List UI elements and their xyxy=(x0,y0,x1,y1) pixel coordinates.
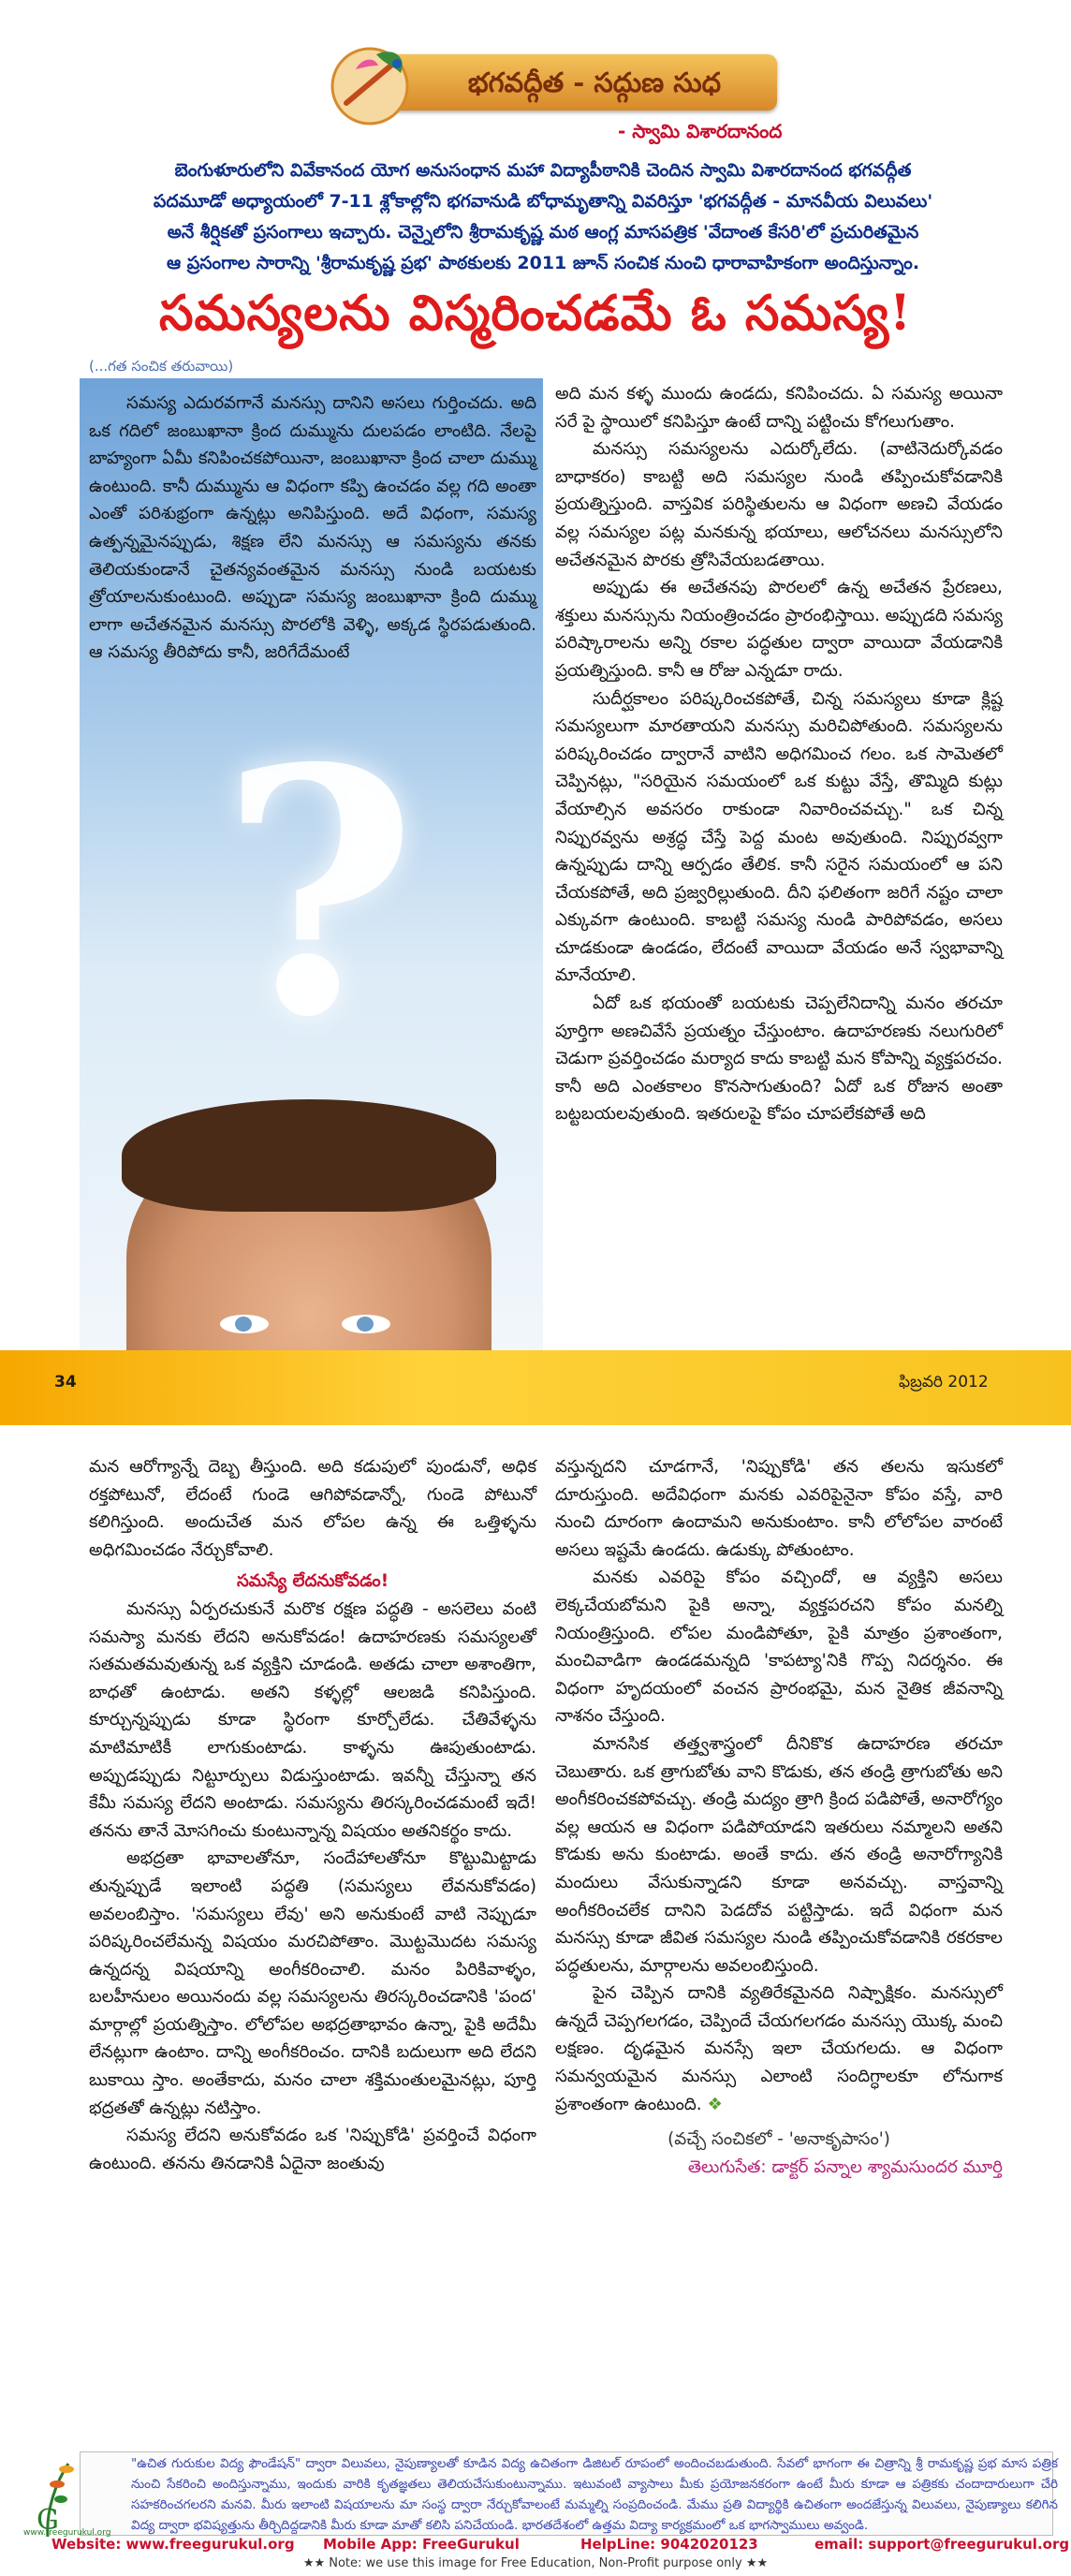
body-paragraph: వస్తున్నదని చూడగానే, 'నిప్పుకోడి' తన తలను ఇసుకలో దూరుస్తుంది. అదేవిధంగా మనకు ఎవరిపైనైనా కోపం వస్తే, వారి నుంచి దూరంగా ఉందామని అనుకుంటాం. కానీ లోలోపల వారంటే అసలు ఇష్టమే ఉండదు. ఉడుక్కు పోతుంటాం. xyxy=(555,1457,1003,1560)
eye-right-icon xyxy=(342,1315,390,1333)
intro-paragraph xyxy=(80,155,1006,279)
body-paragraph: అభద్రతా భావాలతోనూ, సందేహాలతోనూ కొట్టుమిట్టాడు తున్నప్పుడే ఇలాంటి పద్ధతి (సమస్యలు లేవనుకోవడం) అవలంబిస్తాం. 'సమస్యలు లేవు' అని అనుకుంటే వాటి నెప్పుడూ పరిష్కరించలేమన్న విషయం మరచిపోతాం. మొట్టమొదట సమస్య ఉన్నదన్న విషయాన్ని అంగీకరించాలి. మనం పిరికివాళ్ళం, బలహీనులం అయినందు వల్ల సమస్యలను తిరస్కరించడానికి 'పంద' మార్గాల్లో ప్రయత్నిస్తాం. లోలోపల అభద్రతాభావం ఉన్నా, పైకి అదేమీ లేనట్లుగా ఉంటాం. దాన్ని అంగీకరించం. దానికి బదులుగా అది లేదని బుకాయి స్తాం. అంతేకాదు, మనం చాలా శక్తిమంతులమైనట్లు, పూర్తి భద్రతతో ఉన్నట్లు నటిస్తాం. xyxy=(89,1848,536,2118)
svg-text:G: G xyxy=(37,2504,59,2537)
body-paragraph: మనస్సు ఏర్పరచుకునే మరొక రక్షణ పద్ధతి - అసలెలు వంటి సమస్యా మనకు లేదని అనుకోవడం! ఉదాహరణకు సమస్యలతో సతమతమవుతున్న ఒక వ్యక్తిని చూడండి. అతడు చాలా అశాంతిగా, బాధతో ఉంటాడు. అతని కళ్ళల్లో ఆలజడి కనిపిస్తుంది. కూర్చున్నప్పుడు కూడా స్థిరంగా కూర్చోలేడు. చేతివేళ్ళను మాటిమాటికీ లాగుకుంటాడు. కాళ్ళను ఊపుతుంటాడు. అప్పుడప్పుడు నిట్టూర్పులు విడుస్తుంటాడు. ఇవన్నీ చేస్తున్నా తన కేమీ సమస్య లేదని అంటాడు. సమస్యను తిరస్కరించడమంటే ఇదే! తనను తానే మోసగించు కుంటున్నాన్న విషయం అతనికర్థం కాదు. xyxy=(89,1598,536,1841)
body-paragraph: మానసిక తత్త్వశాస్త్రంలో దీనికొక ఉదాహరణ తరచూ చెబుతారు. ఒక త్రాగుబోతు వాని కొడుకు, తన తండ్రి త్రాగుబోతు అని అంగీకరించకపోవచ్చు. తండ్రి మద్యం త్రాగి క్రింద పడిపోతే, అనారోగ్యం వల్ల ఆయన ఆ విధంగా పడిపోయాడని ఇతరులు నమ్మాలని అతని కొడుకు అను కుంటాడు. అంతే కాదు. తన తండ్రి అనారోగ్యానికి మందులు వేసుకున్నాడని కూడా అనవచ్చు. వాస్తవాన్ని అంగీకరించలేక దానిని పెడదోవ పట్టిస్తాడు. ఇదే విధంగా మన మనస్సు కూడా జీవిత సమస్యల నుండి తప్పించుకోవడానికి రకరకాల పద్ధతులను, మార్గాలను అవలంబిస్తుంది. xyxy=(555,1733,1003,1976)
next-issue-note: (వచ్చే సంచికలో - 'అనాకృపాసం') xyxy=(668,2129,890,2150)
issue-date: ఫిబ్రవరి 2012 xyxy=(899,1373,989,1391)
series-banner xyxy=(318,37,786,129)
article-title: సమస్యలను విస్మరించడమే ఓ సమస్య! xyxy=(159,285,912,342)
translator-credit: తెలుగుసేత: డాక్టర్ పన్నాల శ్యామసుందర మూర్తి xyxy=(687,2156,1003,2177)
website-link[interactable]: Website: www.freegurukul.org xyxy=(51,2536,295,2553)
end-diamond-icon: ❖ xyxy=(707,2094,723,2114)
body-paragraph: మనస్సు సమస్యలను ఎదుర్కోలేదు. (వాటినెదుర్కోవడం బాధాకరం) కాబట్టి అది సమస్యల నుండి తప్పించుకోవడానికి ప్రయత్నిస్తుంది. వాస్తవిక పరిస్థితులను ఆ విధంగా అణచి వేయడం వల్ల సమస్యల పట్ల మనకున్న భయాలు, ఆలోచనలు మనస్సులోని అచేతనమైన పొరకు త్రోసివేయబడతాయి. xyxy=(555,439,1003,570)
body-paragraph: సుదీర్ఘకాలం పరిష్కరించకపోతే, చిన్న సమస్యలు కూడా క్లిష్ట సమస్యలుగా మారతాయని మనస్సు మరిచిపోతుంది. సమస్యలను పరిష్కరించడం ద్వారానే వాటిని అధిగమించ గలం. ఒక సామెతలో చెప్పినట్లు, "సరియైన సమయంలో ఒక కుట్టు వేస్తే, తొమ్మిది కుట్లు వేయాల్సిన అవసరం రాకుండా నివారించవచ్చు." ఒక చిన్న నిప్పురవ్వను అశ్రద్ధ చేస్తే పెద్ద మంట అవుతుంది. నిప్పురవ్వగా ఉన్నప్పుడు దాన్ని ఆర్పడం తేలిక. కానీ సరైన సమయంలో ఆ పని చేయకపోతే, అది ప్రజ్వరిల్లుతుంది. దీని ఫలితంగా జరిగే నష్టం చాలా ఎక్కువగా ఉంటుంది. కాబట్టి సమస్య నుండి పారిపోవడం, అసలు చూడకుండా ఉండడం, లేదంటే వాయిదా వేయడం అనే స్వభావాన్ని మానేయాలి. xyxy=(555,688,1003,986)
body-paragraph: అది మన కళ్ళ ముందు ఉండదు, కనిపించదు. ఏ సమస్య అయినా సరే పై స్థాయిలో కనిపిస్తూ ఉంటే దాన్ని పట్టించు కోగలుగుతాం. xyxy=(555,384,1003,432)
flute-feather-emblem-icon xyxy=(318,37,421,129)
page-number: 34 xyxy=(54,1373,77,1391)
intro-line: అనే శీర్షికతో ప్రసంగాలు ఇచ్చారు. చెన్నైలోని శ్రీరామకృష్ణ మఠ ఆంగ్ల మాసపత్రిక 'వేదాంత కేసరి'లో ప్రచురితమైన xyxy=(167,222,919,243)
foundation-notice-text: "ఉచిత గురుకుల విద్య ఫౌండేషన్" ద్వారా విలువలు, నైపుణ్యాలతో కూడిన విద్య ఉచితంగా డిజిటల్ రూపంలో అందించబడుతుంది. సేవలో భాగంగా ఈ చిత్రాన్ని శ్రీ రామకృష్ణ ప్రభ మాస పత్రిక నుంచి సేకరించి అందిస్తున్నాము, ఇందుకు వారికి కృతజ్ఞతలు తెలియచేసుకుంటున్నాము. ఇటువంటి వ్యాసాలు మీకు ప్రయోజనకరంగా ఉంటే మీరు కూడా ఆ పత్రికకు చందాదారులుగా చేరి సహకరించగలరని మనవి. మీరు ఇలాంటి విషయాలను మా సంస్థ ద్వారా నేర్చుకోవాలంటే మమ్మల్ని సంప్రదించండి. మేము ప్రతి విద్యార్థికి ఉచితంగా అందజేస్తున్న విలువలు, నైపుణ్యాలు కలిగిన విద్య ద్వారా భవిష్యత్తును తీర్చిదిద్దడానికి మీరు కూడా మాతో కలిసి పనిచేయండి. భారతదేశంలో ఉత్తమ విద్యా కార్యక్రమంలో ఒక భాగస్వాములు అవ్వండి. xyxy=(131,2456,1058,2533)
intro-line: బెంగుళూరులోని వివేకానంద యోగ అనుసంధాన మహా విద్యాపీఠానికి చెందిన స్వామి విశారదానంద భగవద్గీత xyxy=(174,160,912,181)
body-paragraph: సమస్య లేదని అనుకోవడం ఒక 'నిప్పుకోడి' ప్రవర్తించే విధంగా ఉంటుంది. తనను తినడానికి ఏదైనా జంతువు xyxy=(89,2126,536,2173)
intro-line: పదమూడో అధ్యాయంలో 7-11 శ్లోకాల్లోని భగవానుడి బోధామృతాన్ని వివరిస్తూ 'భగవద్గీత - మానవీయ విలువలు' xyxy=(153,191,933,212)
page2-right-column xyxy=(555,1453,1003,2181)
continued-note: (...గత సంచిక తరువాయి) xyxy=(89,358,234,375)
page1-right-column xyxy=(555,380,1003,1128)
eye-left-icon xyxy=(220,1315,269,1333)
logo-caption: www.freegurukul.org xyxy=(23,2528,111,2538)
man-hair-illustration xyxy=(122,1099,496,1212)
body-paragraph: అప్పుడు ఈ అచేతనపు పొరలలో ఉన్న అచేతన ప్రేరణలు, శక్తులు మనస్సును నియంత్రించడం ప్రారంభిస్తాయి. అప్పుడది సమస్య పరిష్కారాలను అన్ని రకాల పద్ధతుల ద్వారా వాయిదా వేయడానికి ప్రయత్నిస్తుంది. కానీ ఆ రోజు ఎన్నడూ రాదు. xyxy=(555,578,1003,681)
body-paragraph: సమస్య ఎదురవగానే మనస్సు దానిని అసలు గుర్తించదు. అది ఒక గదిలో జంబుఖానా క్రింద దుమ్మును దులపడం లాంటిది. నేలపై బాహ్యంగా ఏమీ కనిపించకపోయినా, జంబుఖానా క్రింద చాలా దుమ్ము ఉంటుంది. కానీ దుమ్మును ఆ విధంగా కప్పి ఉంచడం వల్ల గది అంతా ఎంతో పరిశుభ్రంగా ఉన్నట్లు అనిపిస్తుంది. అదే విధంగా, సమస్య ఉత్పన్నమైనప్పుడు, శిక్షణ లేని మనస్సు ఆ సమస్యను తనకు తెలియకుండానే చైతన్యవంతమైన మనస్సు నుండి బయటకు త్రోయాలనుకుంటుంది. అప్పుడా సమస్య జంబుఖానా క్రింది దుమ్ము లాగా అచేతనమైన మనస్సు పొరలోకి వెళ్ళి, అక్కడ స్థిరపడుతుంది. ఆ సమస్య తీరిపోదు కానీ, జరిగేదేమంటే xyxy=(89,393,536,663)
helpline-number[interactable]: HelpLine: 9042020123 xyxy=(580,2536,758,2553)
body-paragraph xyxy=(555,1980,1003,2118)
body-paragraph: మనకు ఎవరిపై కోపం వచ్చిందో, ఆ వ్యక్తిని అసలు లెక్కచేయబోమని పైకి అన్నా, వ్యక్తపరచని కోపం మనల్ని నియంత్రిస్తుంది. లోపల మండిపోతూ, పైకి మాత్రం ప్రశాంతంగా, మంచివాడిగా ఉండడమన్నది 'కాపట్యా'నికి గొప్ప నిదర్శనం. ఈ విధంగా హృదయంలో వంచన ప్రారంభమై, మన నైతిక జీవనాన్ని నాశనం చేస్తుంది. xyxy=(555,1568,1003,1727)
intro-line: ఆ ప్రసంగాల సారాన్ని 'శ్రీరామకృష్ణ ప్రభ' పాఠకులకు 2011 జూన్ సంచిక నుంచి ధారావాహికంగా అందిస్తున్నాం. xyxy=(166,253,920,273)
body-paragraph: మన ఆరోగ్యాన్నే దెబ్బ తీస్తుంది. అది కడుపులో పుండునో, అధిక రక్తపోటునో, లేదంటే గుండె ఆగిపోవడాన్నో, గుండె పోటునో కలిగిస్తుంది. అందుచేత మన లోపల ఉన్న ఈ ఒత్తిళ్ళను అధిగమించడం నేర్చుకోవాలి. xyxy=(89,1457,536,1560)
page2-left-column xyxy=(89,1453,536,2177)
section-subheading: సమస్యే లేదనుకోవడం! xyxy=(236,1571,389,1592)
banner-title: భగవద్గీత - సద్గుణ సుధ xyxy=(467,66,722,98)
author-byline: - స్వామి విశారదానంద xyxy=(618,120,783,142)
question-mark-icon: ? xyxy=(220,695,418,1091)
usage-note: ★★ Note: we use this image for Free Education, Non-Profit purpose only ★★ xyxy=(302,2556,769,2570)
page1-left-column xyxy=(89,390,536,667)
body-text: పైన చెప్పిన దానికి వ్యతిరేకమైనది నిష్పాక్షికం. మనస్సులో ఉన్నదే చెప్పగలగడం, చెప్పిందే చేయగలగడం మనస్సు యొక్క మంచి లక్షణం. దృఢమైన మనస్సే ఇలా చేయగలదు. ఆ విధంగా సమన్వయమైన మనస్సు ఎలాంటి సందిగ్ధాలకూ లోనుగాక ప్రశాంతంగా ఉంటుంది. xyxy=(555,1983,1003,2114)
support-email-link[interactable]: email: support@freegurukul.org xyxy=(814,2536,1070,2553)
mobile-app-link[interactable]: Mobile App: FreeGurukul xyxy=(323,2536,520,2553)
body-paragraph: ఏదో ఒక భయంతో బయటకు చెప్పలేనిదాన్ని మనం తరచూ పూర్తిగా అణచివేసే ప్రయత్నం చేస్తుంటాం. ఉదాహరణకు నలుగురిలో చెడుగా ప్రవర్తించడం మర్యాద కాదు కాబట్టి మన కోపాన్ని వ్యక్తపరచం. కానీ అది ఎంతకాలం కొనసాగుతుంది? ఏదో ఒక రోజున అంతా బట్టబయలవుతుంది. ఇతరులపై కోపం చూపలేకపోతే అది xyxy=(555,994,1003,1125)
